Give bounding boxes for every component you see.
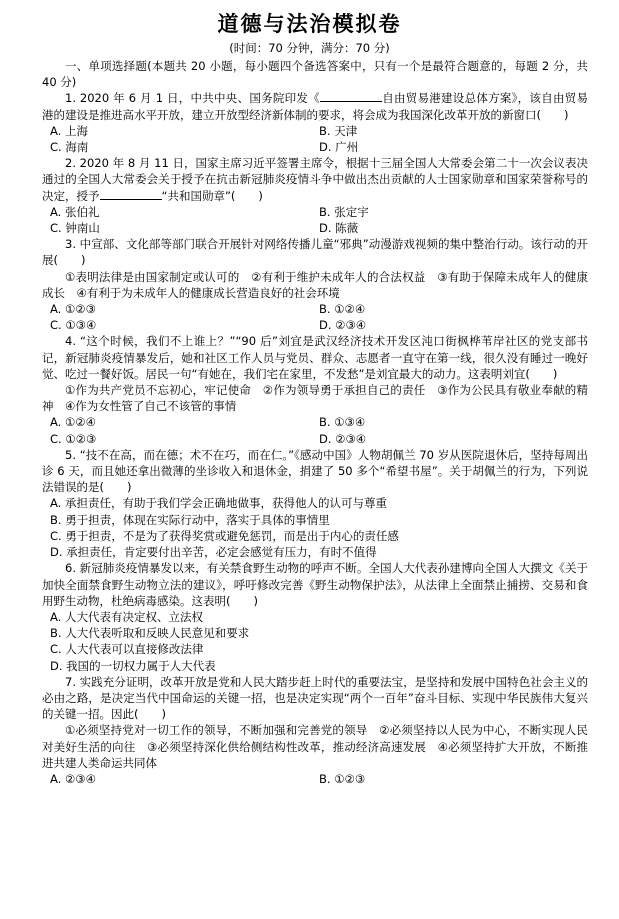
- option-b[interactable]: B. 人大代表听取和反映人民意见和要求: [50, 626, 250, 641]
- option-c[interactable]: C. ①③④: [50, 318, 97, 333]
- section-heading: 一、单项选择题(本题共 20 小题，每小题四个备选答案中，只有一个是最符合题意的，每题 2 分，共 40 分): [42, 59, 588, 90]
- options: [42, 771, 588, 787]
- option-a[interactable]: A. ②③④: [50, 771, 96, 786]
- options: [42, 301, 588, 333]
- option-a[interactable]: A. ①②④: [50, 415, 96, 430]
- question-4: [42, 333, 588, 446]
- option-d[interactable]: D. 我国的一切权力属于人大代表: [50, 658, 216, 673]
- fill-blank: [100, 188, 162, 200]
- question-stem: 7. 实践充分证明，改革开放是党和人民大踏步赶上时代的重要法宝，是坚持和发展中国特色社会主义的必由之路，是决定当代中国命运的关键一招，也是决定实现“两个一百年”奋斗目标、实现中华民族伟大复兴的关键一招。因此( ): [42, 674, 588, 722]
- option-b[interactable]: B. 张定宇: [319, 204, 369, 219]
- exam-info: (时间：70 分钟，满分：70 分): [229, 41, 390, 55]
- option-c[interactable]: C. 人大代表可以直接修改法律: [50, 642, 204, 657]
- question-stem: 5. “技不在高，而在德；术不在巧，而在仁。”《感动中国》人物胡佩兰 70 岁从医院退休后，坚持每周出诊 6 天，而且她还拿出微薄的坐诊收入和退休金，捐建了 50 多个“希望书屋”。关于胡佩兰的行为，下列说法错误的是( ): [42, 447, 588, 495]
- question-3: [42, 236, 588, 333]
- option-c[interactable]: C. ①②③: [50, 431, 97, 446]
- exam-body: [42, 58, 588, 787]
- question-stem: 3. 中宣部、文化部等部门联合开展针对网络传播儿童“邪典”动漫游戏视频的集中整治行动。该行动的开展( ): [42, 237, 588, 268]
- question-stem: 4. “这个时候，我们不上谁上？”“90 后”刘宜是武汉经济技术开发区沌口街枫桦苇岸社区的党支部书记，新冠肺炎疫情暴发后，她和社区工作人员与党员、群众、志愿者一直守在第一线，很久没有睡过一晚好觉、吃过一餐好饭。居民一句“有她在，我们宅在家里，不发愁”是刘宜最大的动力。这表明刘宜( ): [42, 334, 588, 381]
- options: [42, 204, 588, 236]
- option-a[interactable]: A. 人大代表有决定权、立法权: [50, 609, 203, 624]
- question-stem: [42, 90, 588, 122]
- options: [42, 414, 588, 446]
- question-2: [42, 155, 588, 236]
- question-stem: 6. 新冠肺炎疫情暴发以来，有关禁食野生动物的呼声不断。全国人大代表孙建博向全国人大撰文《关于加快全面禁食野生动物立法的建议》，呼吁修改完善《野生动物保护法》，从法律上全面禁止捕捞、交易和食用野生动物，杜绝病毒感染。这表明( ): [42, 561, 588, 608]
- option-b[interactable]: B. 天津: [319, 123, 358, 138]
- statement-items: ①必须坚持党对一切工作的领导，不断加强和完善党的领导 ②必须坚持以人民为中心，不断实现人民对美好生活的向往 ③必须坚持深化供给侧结构性改革，推动经济高速发展 ④必须坚持扩大开放，不断推进共建人类命运共同体: [42, 723, 588, 770]
- option-a[interactable]: A. 上海: [50, 123, 88, 138]
- fill-blank: [320, 90, 382, 102]
- options: [42, 495, 588, 560]
- statement-items: ①作为共产党员不忘初心，牢记使命 ②作为领导勇于承担自己的责任 ③作为公民具有敬业奉献的精神 ④作为女性管了自己不该管的事情: [42, 383, 588, 414]
- statement-items: ①表明法律是由国家制定或认可的 ②有利于维护未成年人的合法权益 ③有助于保障未成年人的健康成长 ④有利于为未成年人的健康成长营造良好的社会环境: [42, 269, 588, 300]
- options: [42, 609, 588, 674]
- option-b[interactable]: B. ①②③: [319, 771, 366, 786]
- stem-text: 自由贸易港建设总体方案》，该自由贸易港的建设是推进高水平开放，建立开放型经济新体制的要求，将会成为我国深化改革开放的新窗口( ): [42, 91, 589, 122]
- question-1: [42, 90, 588, 155]
- option-b[interactable]: B. ①③④: [319, 415, 366, 430]
- option-d[interactable]: D. 陈薇: [319, 221, 359, 236]
- option-d[interactable]: D. ②③④: [319, 318, 367, 333]
- stem-text: 2. 2020 年 8 月 11 日，国家主席习近平签署主席令，根据十三届全国人大常委会第二十一次会议表决通过的全国人大常委会关于授予在抗击新冠肺炎疫情斗争中做出杰出贡献的人士国家勋章和国家荣誉称号的决定，授予: [42, 156, 588, 203]
- option-c[interactable]: C. 勇于担责，不是为了获得奖赏或避免惩罚，而是出于内心的责任感: [50, 528, 399, 543]
- options: [42, 123, 588, 155]
- option-a[interactable]: A. 张伯礼: [50, 204, 100, 219]
- question-5: [42, 447, 588, 560]
- option-c[interactable]: C. 钟南山: [50, 221, 100, 236]
- option-c[interactable]: C. 海南: [50, 140, 89, 155]
- option-d[interactable]: D. 广州: [319, 140, 359, 155]
- option-a[interactable]: A. 承担责任，有助于我们学会正确地做事，获得他人的认可与尊重: [50, 496, 387, 511]
- option-d[interactable]: D. 承担责任，肯定要付出辛苦，必定会感觉有压力，有时不值得: [50, 545, 377, 560]
- option-b[interactable]: B. ①②④: [319, 302, 366, 317]
- option-b[interactable]: B. 勇于担责，体现在实际行动中，落实于具体的事情里: [50, 512, 330, 527]
- page-title: 道德与法治模拟卷: [217, 11, 402, 36]
- question-stem: [42, 155, 588, 204]
- stem-text: “共和国勋章”( ): [161, 188, 263, 203]
- question-7: [42, 674, 588, 787]
- question-6: [42, 560, 588, 673]
- option-a[interactable]: A. ①②③: [50, 302, 96, 317]
- option-d[interactable]: D. ②③④: [319, 431, 367, 446]
- stem-text: 1. 2020 年 6 月 1 日，中共中央、国务院印发《: [65, 91, 320, 106]
